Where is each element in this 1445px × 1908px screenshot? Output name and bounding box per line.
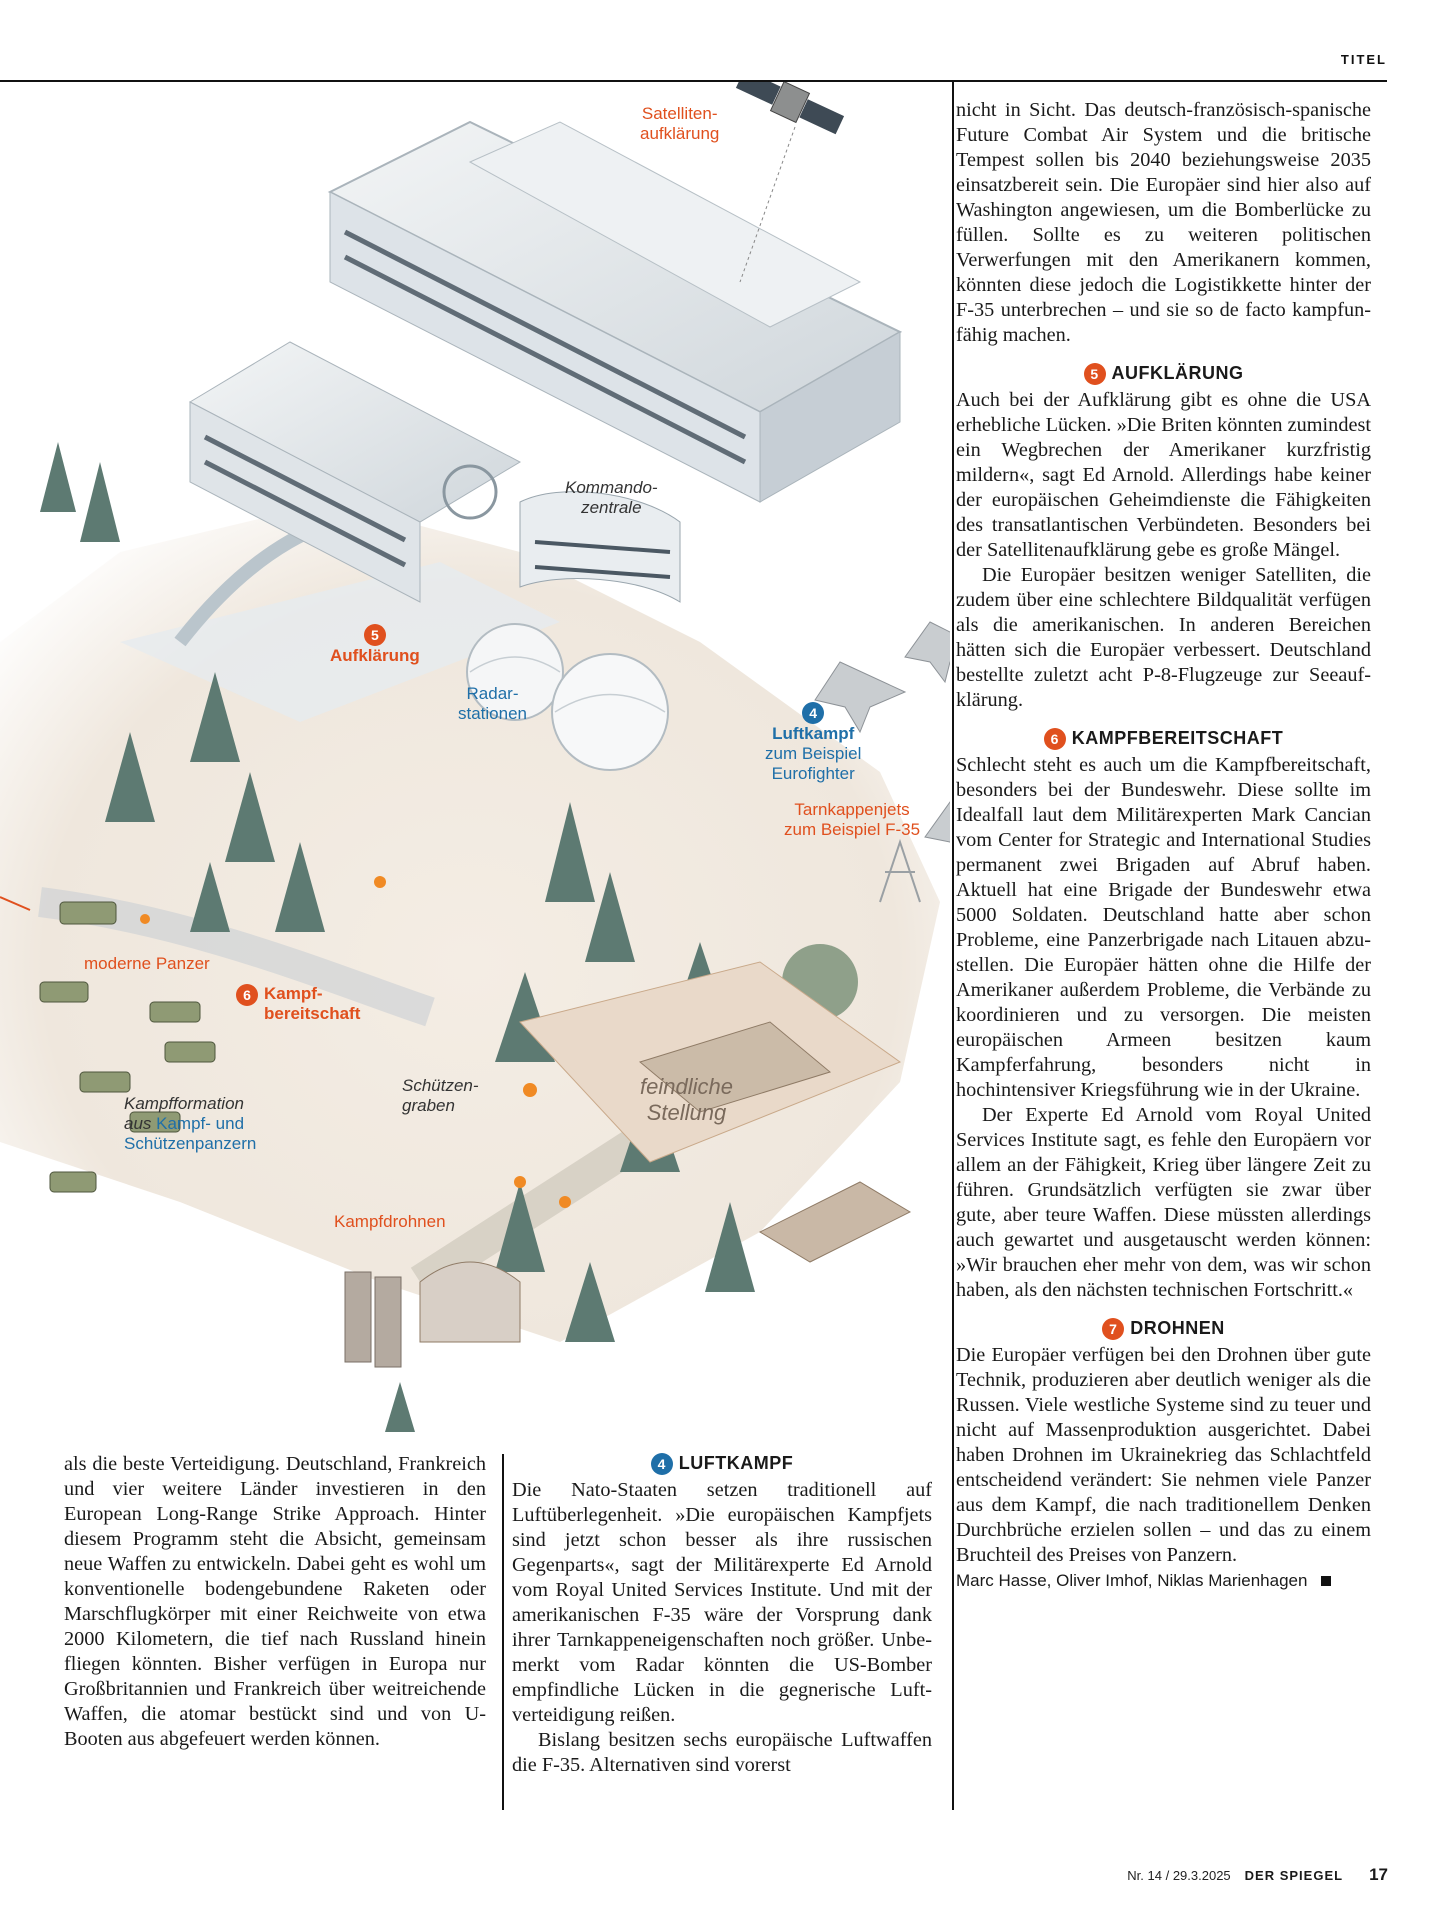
paragraph: Schlecht steht es auch um die Kampfbereitschaft, besonders bei der Bundeswehr. Diese sollte im Idealfall laut dem Militärexperten Mark Cancian vom Center for Strategic and International Studies permanent zwei Brigaden auf Abruf haben. Aktuell hat eine Brigade der Bundeswehr etwa 5000 Soldaten. Deutschland hatte aber schon Probleme, eine Panzerbrigade nach Litauen abzustellen. Die Europäer hätten ohne die Hilfe der Amerikaner außerdem Probleme, die Verbände zu koordinieren und zu versorgen. Die meisten europäischen Armeen besitzen kaum Kampferfahrung, besonders nicht in hochintensiver Kriegsführung wie in der Ukraine. bbox=[956, 754, 1371, 1101]
heading-number-badge: 4 bbox=[651, 1453, 673, 1475]
column-rule-middle bbox=[502, 1454, 504, 1810]
paragraph: als die beste Verteidigung. Deutschland, Frankreich und vier weitere Länder investieren in den European Long-Range Strike Approach. Hinter diesem Programm steht die Absicht, gemeinsam neue Waffen zu entwickeln. Dabei geht es wohl um konventionelle bodengebundene Raketen oder Marschflugkörper mit einer Reichweite von etwa 2000 Kilometern, die tief nach Russland hinein fliegen könnten. Bisher verfügen in Europa nur Großbritannien und Frankreich über weitreichende Waffen, die atomar bestückt sind und von U-Booten aus abgefeuert werden können. bbox=[64, 1453, 486, 1750]
label-combat-readiness: Kampf- bereitschaft bbox=[264, 984, 361, 1023]
paragraph: Auch bei der Aufklärung gibt es ohne die USA erhebliche Lücken. »Die Briten könnten zumindest ein Wegbrechen der Amerikaner kurzfristig mildern«, sagt Ed Arnold. Allerdings habe keiner der europäischen Geheimdienste die Fähigkeiten des transatlantischen Verbündeten. Besonders bei der Satellitenaufklärung gebe es große Mängel. bbox=[956, 389, 1371, 561]
label-enemy-position: feindliche Stellung bbox=[640, 1074, 733, 1125]
author-line: Marc Hasse, Oliver Imhof, Niklas Marienhagen bbox=[956, 1568, 1371, 1593]
heading-number-badge: 7 bbox=[1102, 1318, 1124, 1340]
paragraph: nicht in Sicht. Das deutsch-französisch-spanische Future Combat Air System und die britische Tempest sollen bis 2040 beziehungsweise 2035 einsatzbereit sein. Die Europäer sind hier also auf Washington angewiesen, um die Bomberlücke zu füllen. Sollte es zu weiteren politischen Verwerfungen mit den Amerikanern kommen, könnten diese jedoch die Logistikkette hinter der F-35 unterbrechen – und sie so de facto kampfunfähig machen. bbox=[956, 99, 1371, 346]
label-radar-stations: Radar- stationen bbox=[458, 684, 527, 723]
label-air-combat: Luftkampf bbox=[772, 724, 855, 743]
label-command-center: Kommando- zentrale bbox=[565, 478, 658, 517]
label-eurofighter: zum Beispiel Eurofighter bbox=[765, 744, 862, 783]
recon-number-badge: 5 bbox=[364, 624, 386, 646]
paragraph: Der Experte Ed Arnold vom Royal United Services Institute sagt, es fehle den Europäern vor allem an der Fähigkeit, Krieg über längere Zeit zu führen. Grundsätzlich verfügten sie zwar über gute, aber teure Waffen. Diese müssten allerdings auch gewartet und ausgetauscht werden können: »Wir brauchen eher mehr von dem, was wir schon haben, als den nächsten technischen Fortschritt.« bbox=[956, 1104, 1371, 1301]
page-footer bbox=[1127, 1865, 1388, 1885]
heading-luftkampf: 4 LUFTKAMPF bbox=[512, 1450, 932, 1476]
paragraph: Die Europäer verfügen bei den Drohnen über gute Technik, produzieren aber deutlich weniger als die Russen. Viele westliche Systeme sind zu teuer und nicht auf Massenproduktion ausgerichtet. Dabei haben Drohnen im Ukrainekrieg das Schlachtfeld entscheidend verändert: Sie nehmen viele Panzer aus dem Kampf, die nach traditionellem Denken Durchbrüche erzielen sollen – und das zu einem Bruchteil des Preises von Panzern. bbox=[956, 1344, 1371, 1566]
column-rule-right bbox=[952, 80, 954, 1810]
label-combat-readiness-group bbox=[236, 984, 360, 1024]
article-column-3 bbox=[956, 98, 1371, 1593]
article-column-2 bbox=[512, 1442, 932, 1778]
end-mark bbox=[1321, 1576, 1331, 1586]
label-recon-group bbox=[330, 624, 420, 666]
label-modern-tanks: moderne Panzer bbox=[84, 954, 210, 973]
label-satellite: Satelliten- aufklärung bbox=[640, 104, 720, 143]
label-combat-formation: Kampfformation aus Kampf- und Schützenpanzern bbox=[124, 1094, 257, 1153]
label-combat-drones: Kampfdrohnen bbox=[334, 1212, 446, 1231]
label-trench: Schützen- graben bbox=[402, 1076, 479, 1115]
heading-number-badge: 5 bbox=[1084, 363, 1106, 385]
label-stealth-jets: Tarnkappenjets zum Beispiel F-35 bbox=[784, 800, 921, 839]
issue-info: Nr. 14 / 29.3.2025 bbox=[1127, 1868, 1231, 1883]
combat-number-badge: 6 bbox=[236, 984, 258, 1006]
paragraph: Die Europäer besitzen weniger Satelliten, die zudem über eine schlechtere Bildqualität verfügen als die amerikanischen. In anderen Bereichen hätten sich die Europäer verbessert. Deutschland bestellte zuletzt acht P-8-Flugzeuge zur Seeaufklärung. bbox=[956, 564, 1371, 711]
heading-number-badge: 6 bbox=[1044, 728, 1066, 750]
paragraph: Die Nato-Staaten setzen traditionell auf Luftüberlegenheit. »Die europäischen Kampfjets sind jetzt schon besser als ihre russischen Gegenparts«, sagt der Militärexperte Ed Arnold vom Royal United Services Institute. Und mit der amerikanischen F-35 wäre der Vorsprung dank ihrer Tarnkappeneigenschaften noch größer. Unbemerkt vom Radar könnten die US-Bomber empfindliche Lücken in die gegnerische Luftverteidigung reißen. bbox=[512, 1479, 932, 1726]
heading-aufklaerung: 5 AUFKLÄRUNG bbox=[956, 360, 1371, 386]
magazine-name: DER SPIEGEL bbox=[1244, 1868, 1344, 1883]
heading-kampfbereitschaft: 6 KAMPFBEREITSCHAFT bbox=[956, 725, 1371, 751]
air-number-badge: 4 bbox=[802, 702, 824, 724]
label-recon: Aufklärung bbox=[330, 646, 420, 665]
section-tag: TITEL bbox=[1340, 52, 1387, 67]
page-number: 17 bbox=[1369, 1865, 1388, 1884]
article-column-1 bbox=[64, 1452, 486, 1752]
heading-drohnen: 7 DROHNEN bbox=[956, 1315, 1371, 1341]
label-air-combat-group bbox=[765, 702, 861, 784]
paragraph: Bislang besitzen sechs europäische Luftwaffen die F-35. Alternativen sind vorerst bbox=[512, 1729, 932, 1776]
